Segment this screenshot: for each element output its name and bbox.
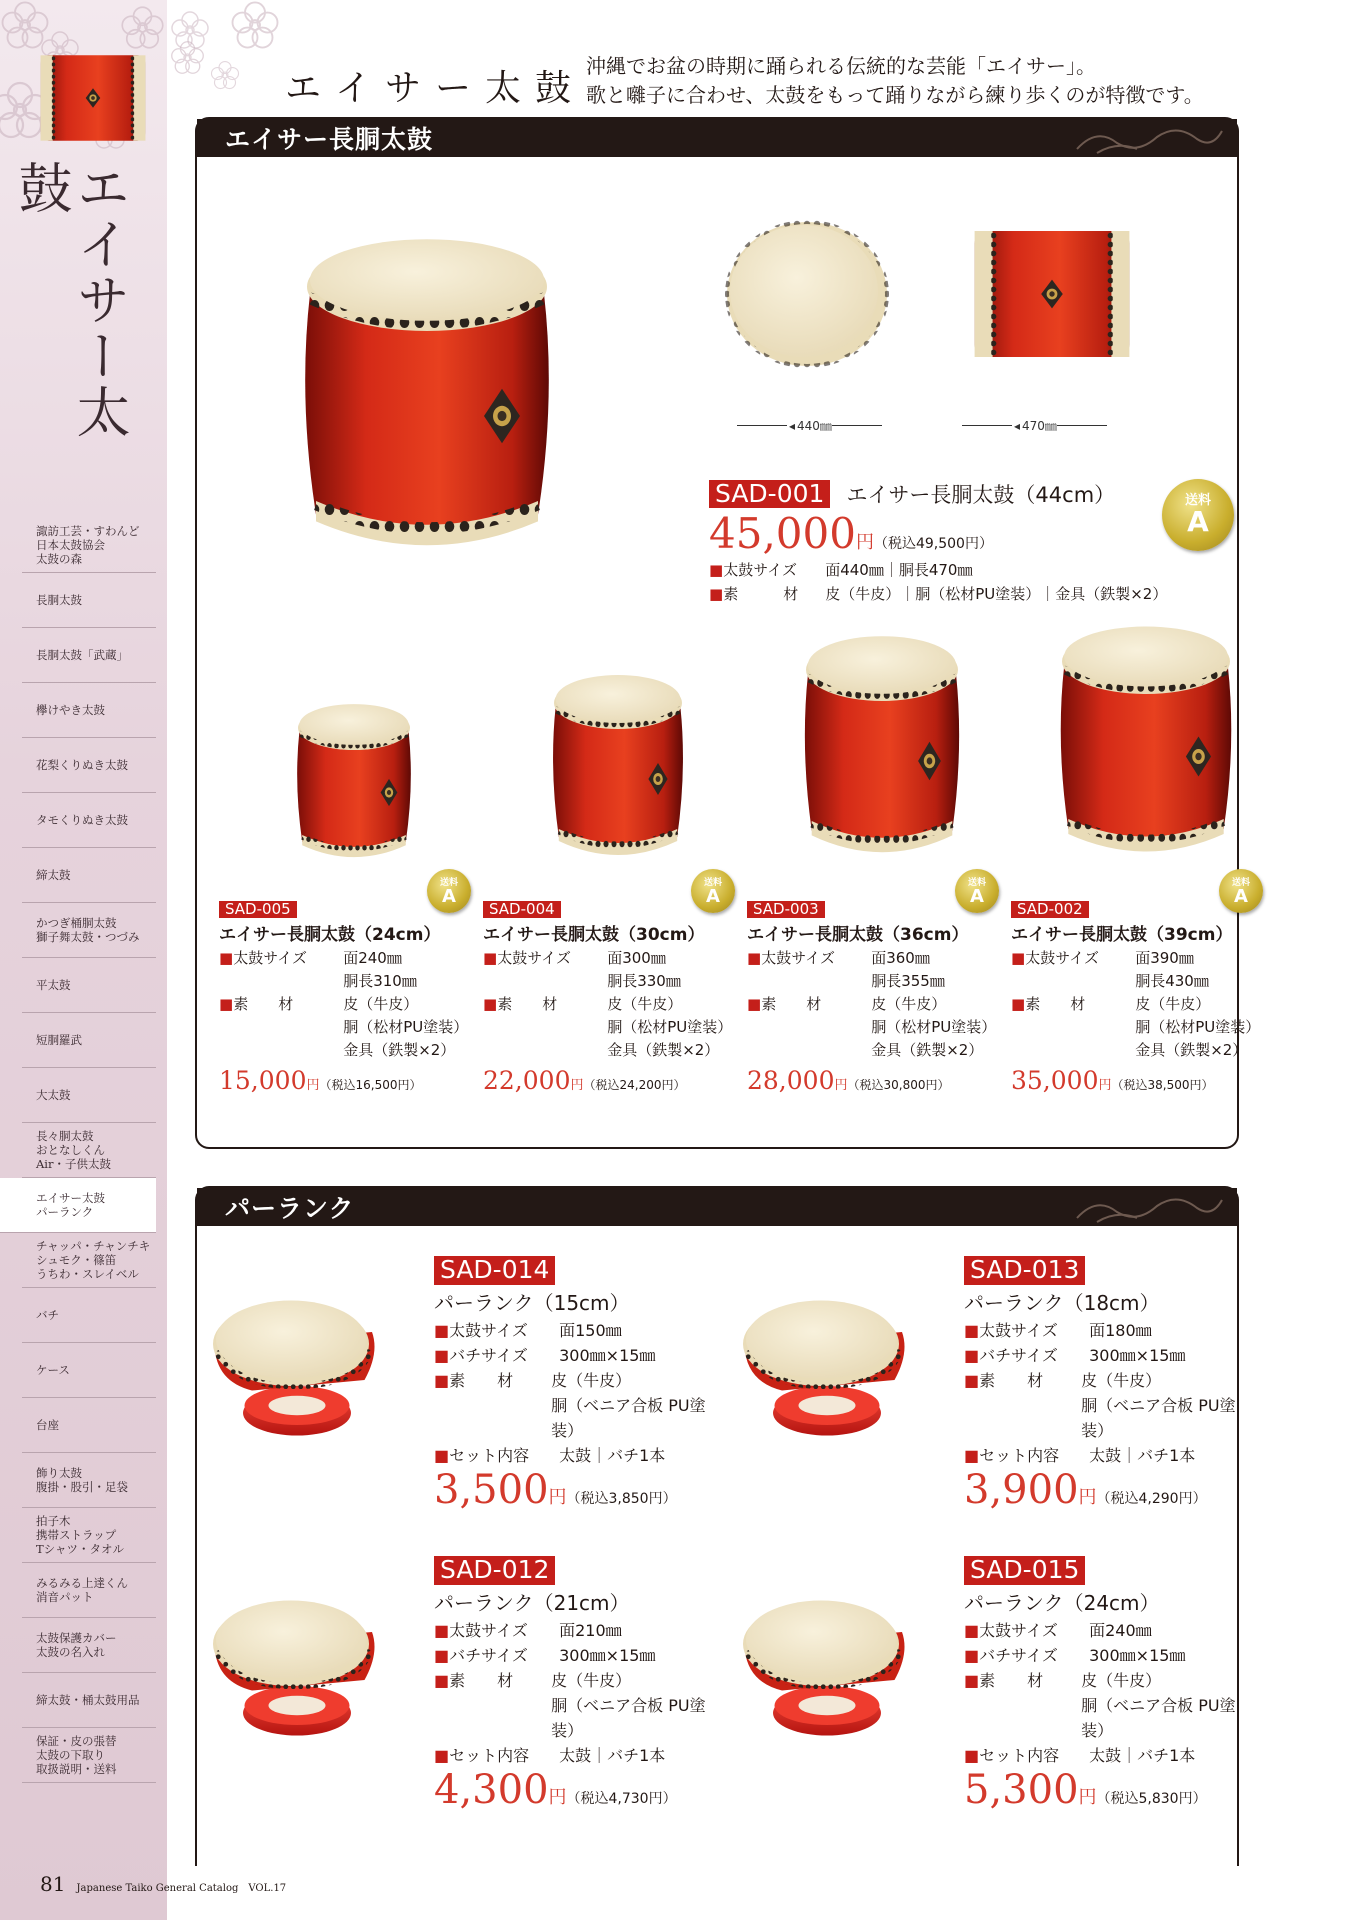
spec-label: セット内容 — [979, 1445, 1060, 1465]
bullet-icon: ■ — [964, 1320, 980, 1340]
spec-value: 面360㎜ 胴長355㎜ — [871, 949, 945, 991]
spec-row — [964, 1443, 1254, 1468]
spec-label: セット内容 — [979, 1745, 1060, 1765]
drum-image — [1041, 619, 1251, 869]
drum-image — [787, 629, 977, 869]
spec-row — [434, 1318, 724, 1343]
shipping-badge: 送料 A — [427, 869, 471, 913]
product-price: 28,000円（税込30,800円） — [747, 1066, 950, 1096]
spec-row — [964, 1618, 1254, 1643]
sidebar-nav-item[interactable] — [22, 518, 156, 573]
spec-value: 面440㎜｜胴長470㎜ — [825, 561, 973, 579]
bullet-icon: ■ — [434, 1745, 450, 1765]
length-value: 470㎜ — [1022, 419, 1057, 433]
sidebar-nav-item[interactable] — [22, 1453, 156, 1508]
product-name: パーランク（21cm） — [434, 1590, 630, 1615]
spec-label: 太鼓サイズ — [449, 1320, 528, 1340]
sidebar-nav-label: 飾り太鼓 腹掛・股引・足袋 — [36, 1466, 128, 1494]
sidebar-nav-label: 花梨くりぬき太鼓 — [36, 758, 128, 772]
sidebar-nav-item[interactable] — [22, 1728, 156, 1783]
sidebar-nav-label: 長胴太鼓「武蔵」 — [36, 648, 128, 662]
sidebar-nav-label: 締太鼓・桶太鼓用品 — [36, 1693, 140, 1707]
main-drum-image — [277, 229, 577, 569]
spec-row — [964, 1668, 1254, 1743]
paranku-product — [727, 1528, 1247, 1818]
spec-label: 素 材 — [449, 1670, 514, 1690]
sidebar-nav-item[interactable] — [22, 1673, 156, 1728]
spec-value: 皮（牛皮） 胴（ベニア合板 PU塗装） — [1081, 1670, 1236, 1740]
spec-value: 太鼓｜バチ1本 — [1089, 1445, 1196, 1465]
paranku-product — [197, 1228, 717, 1518]
bullet-icon: ■ — [219, 949, 234, 968]
paranku-image — [207, 1283, 387, 1453]
bullet-icon: ■ — [434, 1670, 450, 1690]
bullet-icon: ■ — [964, 1620, 980, 1640]
bullet-icon: ■ — [434, 1370, 450, 1390]
sidebar-nav-item[interactable] — [22, 573, 156, 628]
sidebar-nav-item[interactable] — [22, 903, 156, 958]
spec-label: バチサイズ — [449, 1645, 528, 1665]
spec-row — [434, 1643, 724, 1668]
bullet-icon: ■ — [964, 1345, 980, 1365]
product-name: エイサー長胴太鼓（44cm） — [846, 483, 1116, 507]
bullet-icon: ■ — [434, 1320, 450, 1340]
shipping-badge: 送料 A — [955, 869, 999, 913]
section-title: エイサー長胴太鼓 — [225, 125, 434, 154]
sidebar-nav-item[interactable] — [22, 1343, 156, 1398]
spec-row — [1011, 993, 1271, 1062]
product-code: SAD-015 — [964, 1556, 1085, 1585]
spec-row — [434, 1343, 724, 1368]
product-price: 5,300円（税込5,830円） — [964, 1766, 1207, 1813]
spec-value: 皮（牛皮） 胴（ベニア合板 PU塗装） — [1081, 1370, 1236, 1440]
spec-label: バチサイズ — [449, 1345, 528, 1365]
sidebar-nav-item[interactable] — [22, 1123, 156, 1178]
sidebar — [0, 0, 167, 1920]
product-name: パーランク（24cm） — [964, 1590, 1160, 1615]
bullet-icon: ■ — [964, 1370, 980, 1390]
spec-value: 面210㎜ — [559, 1620, 622, 1640]
product-code: SAD-014 — [434, 1256, 555, 1285]
spec-value: 皮（牛皮） 胴（松材PU塗装） 金具（鉄製×2） — [871, 995, 997, 1060]
product-price: 45,000円（税込49,500円） — [709, 509, 993, 558]
spec-row — [483, 947, 743, 993]
sidebar-nav-item[interactable] — [22, 1618, 156, 1673]
spec-row — [219, 993, 479, 1062]
bullet-icon: ■ — [709, 561, 724, 579]
spec-row — [964, 1743, 1254, 1768]
spec-label: 素 材 — [1025, 995, 1086, 1014]
shipping-badge: 送料 A — [1162, 479, 1234, 551]
small-drum-product — [1011, 659, 1271, 1139]
eisa-nagado-section — [195, 117, 1261, 1149]
product-code: SAD-003 — [747, 901, 825, 918]
bullet-icon: ■ — [434, 1620, 450, 1640]
bullet-icon: ■ — [964, 1445, 980, 1465]
product-price: 22,000円（税込24,200円） — [483, 1066, 686, 1096]
sidebar-nav-label: 短胴羅武 — [36, 1033, 82, 1047]
face-diameter-value: 440㎜ — [797, 419, 832, 433]
bullet-icon: ■ — [434, 1345, 450, 1365]
drum-face-image — [722, 219, 892, 369]
product-specs — [709, 558, 1169, 606]
spec-row — [709, 558, 1169, 582]
sidebar-nav-item[interactable] — [22, 1563, 156, 1618]
spec-value: 皮（牛皮） 胴（松材PU塗装） 金具（鉄製×2） — [1135, 995, 1261, 1060]
product-code: SAD-002 — [1011, 901, 1089, 918]
small-drum-product — [483, 659, 743, 1139]
drum-image — [538, 669, 698, 869]
spec-label: 素 材 — [761, 995, 822, 1014]
catalog-name: Japanese Taiko General Catalog VOL.17 — [76, 1883, 287, 1894]
product-name: パーランク（15cm） — [434, 1290, 630, 1315]
sidebar-title: エイサー太鼓 — [10, 160, 131, 440]
section-title: パーランク — [225, 1194, 355, 1223]
spec-value: 300㎜×15㎜ — [559, 1345, 656, 1365]
main-product-info — [709, 479, 1169, 606]
sidebar-nav-item[interactable] — [22, 683, 156, 738]
spec-label: 太鼓サイズ — [1025, 949, 1099, 968]
sidebar-nav-label: チャッパ・チャンチキ シュモク・篠笛 うちわ・スレイベル — [36, 1239, 151, 1281]
product-price: 15,000円（税込16,500円） — [219, 1066, 422, 1096]
spec-label: 太鼓サイズ — [761, 949, 835, 968]
spec-value: 面390㎜ 胴長430㎜ — [1135, 949, 1209, 991]
product-code: SAD-005 — [219, 901, 297, 918]
swirl-decoration — [1067, 1188, 1227, 1226]
spec-label: 太鼓サイズ — [233, 949, 307, 968]
page-number: 81 — [40, 1872, 66, 1896]
spec-label: 素 材 — [979, 1370, 1044, 1390]
spec-label: 素 材 — [979, 1670, 1044, 1690]
sidebar-nav-label: みるみる上達くん 消音パット — [36, 1576, 128, 1604]
sidebar-nav-label: 保証・皮の張替 太鼓の下取り 取扱説明・送料 — [36, 1734, 117, 1776]
product-price: 4,300円（税込4,730円） — [434, 1766, 677, 1813]
product-name: パーランク（18cm） — [964, 1290, 1160, 1315]
product-price: 3,900円（税込4,290円） — [964, 1466, 1207, 1513]
face-diameter-dimension: ◂ 440㎜ — [737, 417, 882, 434]
bullet-icon: ■ — [709, 585, 724, 603]
spec-row — [1011, 947, 1271, 993]
spec-label: セット内容 — [449, 1745, 530, 1765]
sidebar-nav-label: 大太鼓 — [36, 1088, 71, 1102]
product-name: エイサー長胴太鼓（30cm） — [483, 925, 705, 946]
spec-value: 面240㎜ 胴長310㎜ — [343, 949, 417, 991]
spec-row — [747, 993, 1007, 1062]
spec-label: 太鼓サイズ — [497, 949, 571, 968]
sidebar-nav-label: ケース — [36, 1363, 70, 1377]
sidebar-nav-item[interactable] — [22, 1398, 156, 1453]
product-code: SAD-004 — [483, 901, 561, 918]
spec-label: 太鼓サイズ — [979, 1320, 1058, 1340]
sidebar-nav-label: 平太鼓 — [36, 978, 71, 992]
sidebar-nav-label: 拍子木 携帯ストラップ Tシャツ・タオル — [36, 1514, 124, 1556]
product-code: SAD-013 — [964, 1256, 1085, 1285]
spec-value: 面180㎜ — [1089, 1320, 1152, 1340]
bullet-icon: ■ — [964, 1670, 980, 1690]
product-price: 3,500円（税込3,850円） — [434, 1466, 677, 1513]
page-title: エイサー太鼓 — [285, 68, 586, 109]
paranku-image — [737, 1583, 917, 1753]
spec-value: 皮（牛皮）｜胴（松材PU塗装）｜金具（鉄製×2） — [825, 585, 1168, 603]
product-price: 35,000円（税込38,500円） — [1011, 1066, 1214, 1096]
product-code: SAD-012 — [434, 1556, 555, 1585]
bullet-icon: ■ — [1011, 949, 1026, 968]
product-name: エイサー長胴太鼓（39cm） — [1011, 925, 1233, 946]
sidebar-nav-label: バチ — [36, 1308, 59, 1322]
product-code: SAD-001 — [709, 480, 830, 509]
spec-label: 太鼓サイズ — [723, 561, 797, 579]
sidebar-nav-item[interactable] — [22, 1068, 156, 1123]
spec-row — [434, 1618, 724, 1643]
shipping-badge: 送料 A — [691, 869, 735, 913]
paranku-product — [727, 1228, 1247, 1518]
spec-row — [434, 1443, 724, 1468]
bullet-icon: ■ — [219, 995, 234, 1014]
spec-label: 太鼓サイズ — [979, 1620, 1058, 1640]
spec-value: 太鼓｜バチ1本 — [1089, 1745, 1196, 1765]
sidebar-nav-label: 欅けやき太鼓 — [36, 703, 105, 717]
bullet-icon: ■ — [964, 1745, 980, 1765]
drum-image — [284, 699, 424, 869]
spec-label: 素 材 — [233, 995, 294, 1014]
sidebar-nav-label: タモくりぬき太鼓 — [36, 813, 128, 827]
small-drum-product — [747, 659, 1007, 1139]
spec-value: 皮（牛皮） 胴（ベニア合板 PU塗装） — [551, 1370, 706, 1440]
spec-value: 300㎜×15㎜ — [1089, 1345, 1186, 1365]
spec-value: 300㎜×15㎜ — [559, 1645, 656, 1665]
spec-row — [964, 1643, 1254, 1668]
sidebar-nav-item[interactable] — [22, 1013, 156, 1068]
spec-row — [747, 947, 1007, 993]
sidebar-nav-label: かつぎ桶胴太鼓 獅子舞太鼓・つづみ — [36, 916, 140, 944]
spec-value: 面300㎜ 胴長330㎜ — [607, 949, 681, 991]
spec-row — [219, 947, 479, 993]
sidebar-nav-label: 長胴太鼓 — [36, 593, 82, 607]
bullet-icon: ■ — [434, 1645, 450, 1665]
spec-row — [964, 1343, 1254, 1368]
spec-value: 300㎜×15㎜ — [1089, 1645, 1186, 1665]
sidebar-nav-item[interactable] — [22, 1508, 156, 1563]
bullet-icon: ■ — [964, 1645, 980, 1665]
spec-row — [483, 993, 743, 1062]
spec-label: バチサイズ — [979, 1645, 1058, 1665]
paranku-image — [207, 1583, 387, 1753]
sidebar-nav — [22, 518, 156, 1783]
small-drum-product — [219, 659, 479, 1139]
sidebar-nav-item[interactable] — [22, 628, 156, 683]
paranku-image — [737, 1283, 917, 1453]
page-footer — [40, 1872, 286, 1896]
spec-value: 皮（牛皮） 胴（松材PU塗装） 金具（鉄製×2） — [343, 995, 469, 1060]
sidebar-nav-item[interactable] — [22, 848, 156, 903]
spec-row — [964, 1318, 1254, 1343]
paranku-product — [197, 1528, 717, 1818]
spec-label: セット内容 — [449, 1445, 530, 1465]
spec-label: 素 材 — [497, 995, 558, 1014]
length-dimension: ◂ 470㎜ — [962, 417, 1107, 434]
paranku-section — [195, 1186, 1239, 1866]
bullet-icon: ■ — [483, 995, 498, 1014]
spec-label: 素 材 — [449, 1370, 514, 1390]
sidebar-nav-label: 太鼓保護カバー 太鼓の名入れ — [36, 1631, 117, 1659]
product-name: エイサー長胴太鼓（24cm） — [219, 925, 441, 946]
spec-value: 面150㎜ — [559, 1320, 622, 1340]
sidebar-nav-label: 締太鼓 — [36, 868, 71, 882]
intro-text: 沖縄でお盆の時期に踊られる伝統的な芸能「エイサー」。 歌と囃子に合わせ、太鼓をもって踊りながら練り歩くのが特徴です。 — [586, 54, 1204, 107]
bullet-icon: ■ — [1011, 995, 1026, 1014]
sidebar-nav-item[interactable] — [22, 958, 156, 1013]
spec-row — [709, 582, 1169, 606]
spec-value: 太鼓｜バチ1本 — [559, 1745, 666, 1765]
sidebar-nav-item[interactable] — [22, 793, 156, 848]
spec-label: 太鼓サイズ — [449, 1620, 528, 1640]
sidebar-nav-label: エイサー太鼓 パーランク — [36, 1191, 105, 1219]
sidebar-nav-label: 長々胴太鼓 おとなしくん Air・子供太鼓 — [36, 1129, 111, 1171]
spec-label: バチサイズ — [979, 1345, 1058, 1365]
sidebar-nav-item[interactable] — [0, 1178, 156, 1233]
spec-label: 素 材 — [723, 585, 799, 603]
spec-row — [964, 1368, 1254, 1443]
bullet-icon: ■ — [747, 995, 762, 1014]
bullet-icon: ■ — [747, 949, 762, 968]
sidebar-nav-item[interactable] — [22, 1288, 156, 1343]
bullet-icon: ■ — [434, 1445, 450, 1465]
drum-side-image — [962, 214, 1142, 374]
sidebar-nav-label: 諏訪工芸・すわんど 日本太鼓協会 太鼓の森 — [36, 524, 140, 566]
spec-value: 太鼓｜バチ1本 — [559, 1445, 666, 1465]
product-name: エイサー長胴太鼓（36cm） — [747, 925, 969, 946]
sidebar-nav-item[interactable] — [22, 738, 156, 793]
spec-value: 皮（牛皮） 胴（ベニア合板 PU塗装） — [551, 1670, 706, 1740]
section-header — [197, 119, 1237, 157]
section-header — [197, 1188, 1237, 1226]
shipping-badge: 送料 A — [1219, 869, 1263, 913]
spec-row — [434, 1368, 724, 1443]
spec-row — [434, 1668, 724, 1743]
sidebar-nav-item[interactable] — [22, 1233, 156, 1288]
spec-value: 皮（牛皮） 胴（松材PU塗装） 金具（鉄製×2） — [607, 995, 733, 1060]
drum-thumbnail-image — [32, 48, 154, 148]
spec-row — [434, 1743, 724, 1768]
bullet-icon: ■ — [483, 949, 498, 968]
swirl-decoration — [1067, 119, 1227, 157]
spec-value: 面240㎜ — [1089, 1620, 1152, 1640]
sidebar-nav-label: 台座 — [36, 1418, 59, 1432]
